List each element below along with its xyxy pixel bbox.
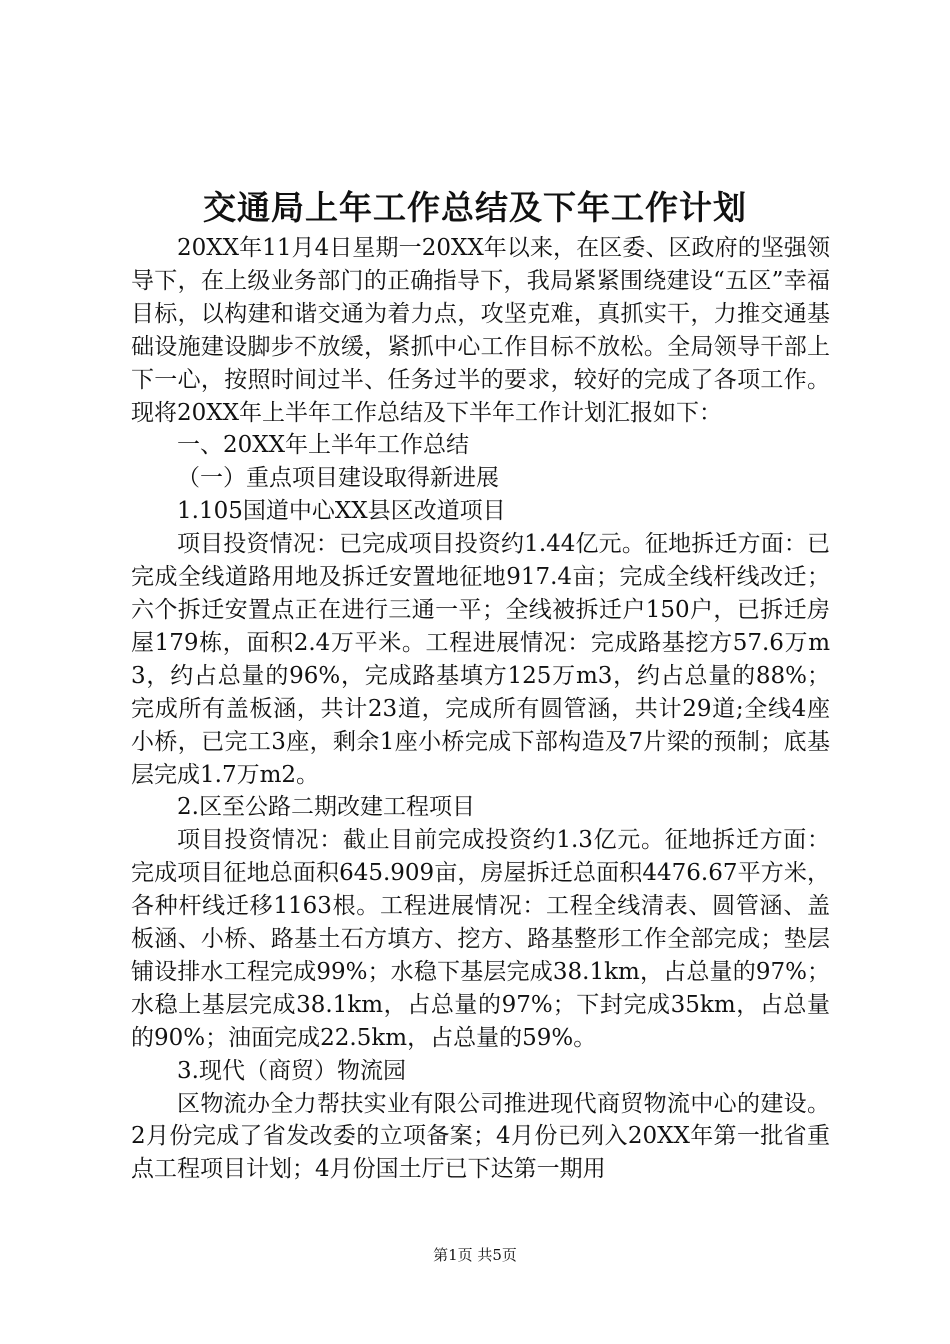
paragraph-item-3: 区物流办全力帮扶实业有限公司推进现代商贸物流中心的建设。2月份完成了省发改委的立项备案；4月份已列入20XX年第一批省重点工程项目计划；4月份国土厅已下达第一期用 [131, 1090, 830, 1183]
subsection-heading-1: （一）重点项目建设取得新进展 [177, 465, 499, 492]
item-heading-3: 3.现代（商贸）物流园 [177, 1057, 406, 1084]
document-title: 交通局上年工作总结及下年工作计划 [203, 188, 747, 227]
paragraph-item-1: 项目投资情况：已完成项目投资约1.44亿元。征地拆迁方面：已完成全线道路用地及拆迁安置地征地917.4亩；完成全线杆线改迁；六个拆迁安置点正在进行三通一平；全线被拆迁户150户，已拆迁房屋179栋，面积2.4万平米。工程进展情况：完成路基挖方57.6万m3，约占总量的96%，完成路基填方125万m3，约占总量的88%；完成所有盖板涵，共计23道，完成所有圆管涵，共计29道;全线4座小桥，已完工3座，剩余1座小桥完成下部构造及7片梁的预制；底基层完成1.7万m2。 [131, 531, 830, 788]
paragraph-item-2: 项目投资情况：截止目前完成投资约1.3亿元。征地拆迁方面：完成项目征地总面积645.909亩，房屋拆迁总面积4476.67平方米，各种杆线迁移1163根。工程进展情况：工程全线清表、圆管涵、盖板涵、小桥、路基土石方填方、挖方、路基整形工作全部完成；垫层铺设排水工程完成99%；水稳下基层完成38.1km，占总量的97%；水稳上基层完成38.1km，占总量的97%；下封完成35km，占总量的90%；油面完成22.5km，占总量的59%。 [131, 827, 830, 1051]
item-heading-2: 2.区至公路二期改建工程项目 [177, 794, 475, 821]
document-body [131, 232, 830, 1186]
page-footer: 第1页 共5页 [433, 1246, 517, 1264]
item-heading-1: 1.105国道中心XX县区改道项目 [177, 498, 506, 525]
paragraph-intro: 20XX年11月4日星期一20XX年以来，在区委、区政府的坚强领导下，在上级业务部门的正确指导下，我局紧紧围绕建设“五区”幸福目标，以构建和谐交通为着力点，攻坚克难，真抓实干，力推交通基础设施建设脚步不放缓，紧抓中心工作目标不放松。全局领导干部上下一心，按照时间过半、任务过半的要求，较好的完成了各项工作。现将20XX年上半年工作总结及下半年工作计划汇报如下： [131, 235, 830, 426]
section-heading-1: 一、20XX年上半年工作总结 [177, 432, 470, 459]
